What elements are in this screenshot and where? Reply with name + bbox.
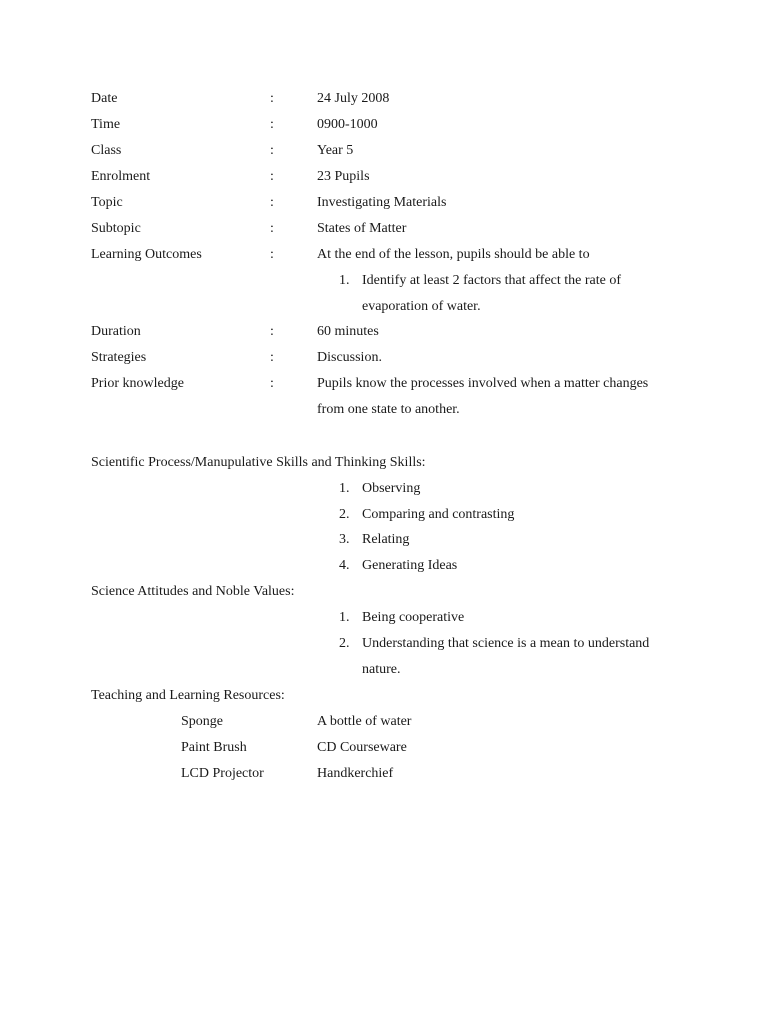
resource-item: CD Courseware <box>317 740 407 755</box>
skill-item: Comparing and contrasting <box>362 507 515 522</box>
attitude-item-continuation: nature. <box>362 662 401 677</box>
field-value-prior-knowledge: Pupils know the processes involved when a matter changes <box>317 376 649 391</box>
outcome-number: 1. <box>339 273 350 288</box>
outcome-text-line-1: Identify at least 2 factors that affect the rate of <box>362 273 622 288</box>
field-colon: : <box>270 221 274 236</box>
field-label-subtopic: Subtopic <box>91 221 141 236</box>
field-colon: : <box>270 324 274 339</box>
field-label-duration: Duration <box>91 324 141 339</box>
field-label-class: Class <box>91 143 122 158</box>
field-colon: : <box>270 143 274 158</box>
field-label-date: Date <box>91 91 118 106</box>
resource-item: Paint Brush <box>181 740 247 755</box>
field-value-class: Year 5 <box>317 143 354 158</box>
field-value-learning-outcomes: At the end of the lesson, pupils should be able to <box>317 247 590 262</box>
prior-knowledge-continuation: from one state to another. <box>317 402 460 417</box>
field-colon: : <box>270 91 274 106</box>
field-value-date: 24 July 2008 <box>317 91 390 106</box>
attitudes-heading: Science Attitudes and Noble Values: <box>91 584 295 599</box>
field-value-time: 0900-1000 <box>317 117 378 132</box>
skill-item: Relating <box>362 532 410 547</box>
field-value-topic: Investigating Materials <box>317 195 447 210</box>
field-label-enrolment: Enrolment <box>91 169 151 184</box>
field-colon: : <box>270 376 274 391</box>
outcome-text-line-2: evaporation of water. <box>362 299 481 314</box>
field-colon: : <box>270 247 274 262</box>
resource-item: Handkerchief <box>317 766 394 781</box>
field-colon: : <box>270 350 274 365</box>
skill-number: 4. <box>339 558 350 573</box>
skills-heading: Scientific Process/Manupulative Skills and Thinking Skills: <box>91 455 426 470</box>
resource-item: A bottle of water <box>317 714 412 729</box>
field-colon: : <box>270 195 274 210</box>
skill-number: 1. <box>339 481 350 496</box>
attitude-number: 2. <box>339 636 350 651</box>
field-label-learning-outcomes: Learning Outcomes <box>91 247 202 262</box>
field-label-topic: Topic <box>91 195 123 210</box>
field-label-time: Time <box>91 117 121 132</box>
field-value-strategies: Discussion. <box>317 350 382 365</box>
attitude-item: Understanding that science is a mean to understand <box>362 636 650 651</box>
field-colon: : <box>270 117 274 132</box>
skill-number: 2. <box>339 507 350 522</box>
skill-item: Generating Ideas <box>362 558 458 573</box>
field-value-duration: 60 minutes <box>317 324 379 339</box>
resources-heading: Teaching and Learning Resources: <box>91 688 285 703</box>
field-value-subtopic: States of Matter <box>317 221 407 236</box>
resource-item: LCD Projector <box>181 766 264 781</box>
field-label-strategies: Strategies <box>91 350 147 365</box>
attitude-item: Being cooperative <box>362 610 465 625</box>
attitude-number: 1. <box>339 610 350 625</box>
field-colon: : <box>270 169 274 184</box>
resource-item: Sponge <box>181 714 223 729</box>
field-label-prior-knowledge: Prior knowledge <box>91 376 184 391</box>
skill-item: Observing <box>362 481 421 496</box>
field-value-enrolment: 23 Pupils <box>317 169 370 184</box>
skill-number: 3. <box>339 532 350 547</box>
